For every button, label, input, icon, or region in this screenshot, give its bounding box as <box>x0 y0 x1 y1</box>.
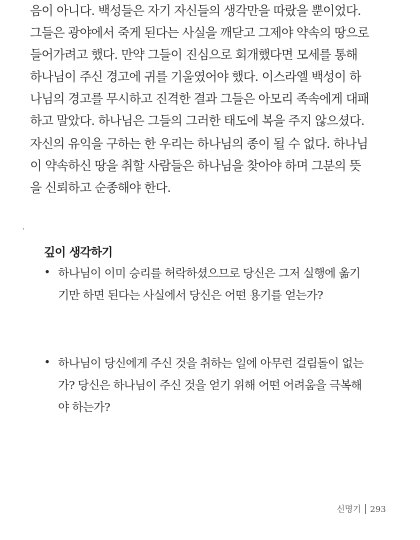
question-line: 기만 하면 된다는 사실에서 당신은 어떤 용기를 얻는가? <box>58 288 323 302</box>
page-number: 293 <box>370 504 386 514</box>
body-line: 나님의 경고를 무시하고 진격한 결과 그들은 아모리 족속에게 대패 <box>30 91 369 107</box>
question-line: 가? 당신은 하나님이 주신 것을 얻기 위해 어떤 어려움을 극복해 <box>58 378 362 392</box>
question-text <box>58 262 374 306</box>
body-paragraph <box>30 0 390 199</box>
bullet-icon: • <box>44 266 51 279</box>
body-line: 을 신뢰하고 순종해야 한다. <box>30 179 171 195</box>
running-section-title: 신명기 <box>336 504 361 514</box>
question-text <box>58 352 374 418</box>
question-item <box>44 262 374 306</box>
body-line: 이 약속하신 땅을 취할 사람들은 하나님을 찾아야 하며 그분의 뜻 <box>30 157 361 173</box>
bullet-icon: • <box>44 356 51 369</box>
folio-divider <box>365 504 366 514</box>
margin-mark: · <box>22 225 25 235</box>
body-line: 음이 아니다. 백성들은 자기 자신들의 생각만을 따랐을 뿐이었다. <box>30 3 361 18</box>
body-line: 하나님이 주신 경고에 귀를 기울였어야 했다. 이스라엘 백성이 하 <box>30 69 361 85</box>
question-item <box>44 352 374 418</box>
section-title: 깊이 생각하기 <box>44 245 113 259</box>
body-line: 자신의 유익을 구하는 한 우리는 하나님의 종이 될 수 없다. 하나님 <box>30 135 368 151</box>
body-line: 하고 말았다. 하나님은 그들의 그러한 태도에 복을 주지 않으셨다. <box>30 113 365 129</box>
page-footer <box>337 503 386 515</box>
body-line: 그들은 광야에서 죽게 된다는 사실을 깨닫고 그제야 약속의 땅으로 <box>30 25 369 41</box>
question-line: 야 하는가? <box>58 400 110 414</box>
question-line: 하나님이 당신에게 주신 것을 취하는 일에 아무런 걸림돌이 없는 <box>58 356 364 370</box>
question-line: 하나님이 이미 승리를 허락하셨으므로 당신은 그저 실행에 옮기 <box>58 266 361 280</box>
body-line: 들어가려고 했다. 만약 그들이 진심으로 회개했다면 모세를 통해 <box>30 47 358 63</box>
